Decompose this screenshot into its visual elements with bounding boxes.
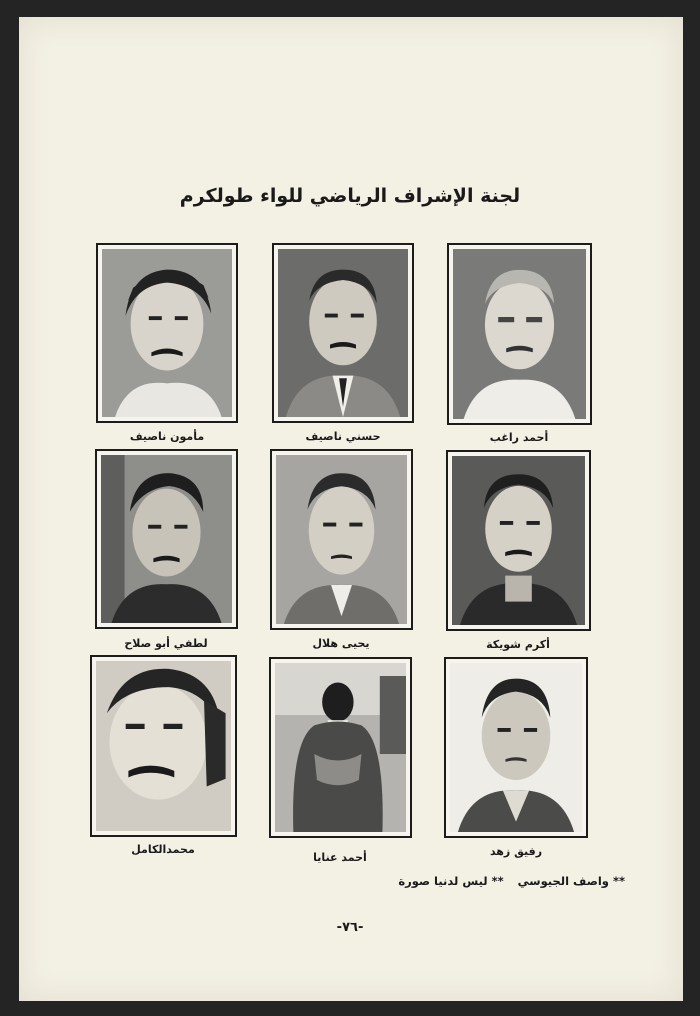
footnote [365,874,625,888]
member-name-husni-nassif: حسني ناصيف [305,430,381,443]
member-name-mamoun-nassif: مأمون ناصيف [129,430,205,443]
page-title: لجنة الإشراف الرياضي للواء طولكرم [179,185,521,207]
member-photo-yahya-hilal [270,449,413,630]
member-photo-lutfi-abu-salah [95,449,238,629]
member-name-ahmad-ragheb: أحمد راغب [489,431,549,444]
member-name-yahya-hilal: يحيى هلال [312,637,370,650]
footnote-remark: ** ليس لدنيا صورة [398,874,504,888]
member-name-ahmad-anaya: أحمد عنايا [313,851,367,864]
member-name-rafiq-zuhd: رفيق زهد [489,845,543,858]
member-photo-rafiq-zuhd [444,657,588,838]
member-photo-akram-shuwaika [446,450,591,631]
page-number: -٧٦- [336,920,364,935]
member-photo-husni-nassif [272,243,414,423]
footnote-name: ** واصف الجيوسي [517,874,625,888]
member-photo-ahmad-ragheb [447,243,592,425]
member-photo-mohammad-alkamel [90,655,237,837]
member-name-mohammad-alkamel: محمدالكامل [131,843,195,856]
member-name-lutfi-abu-salah: لطفي أبو صلاح [124,637,208,650]
member-photo-mamoun-nassif [96,243,238,423]
member-name-akram-shuwaika: أكرم شويكة [486,638,550,651]
member-photo-ahmad-anaya [269,657,412,838]
